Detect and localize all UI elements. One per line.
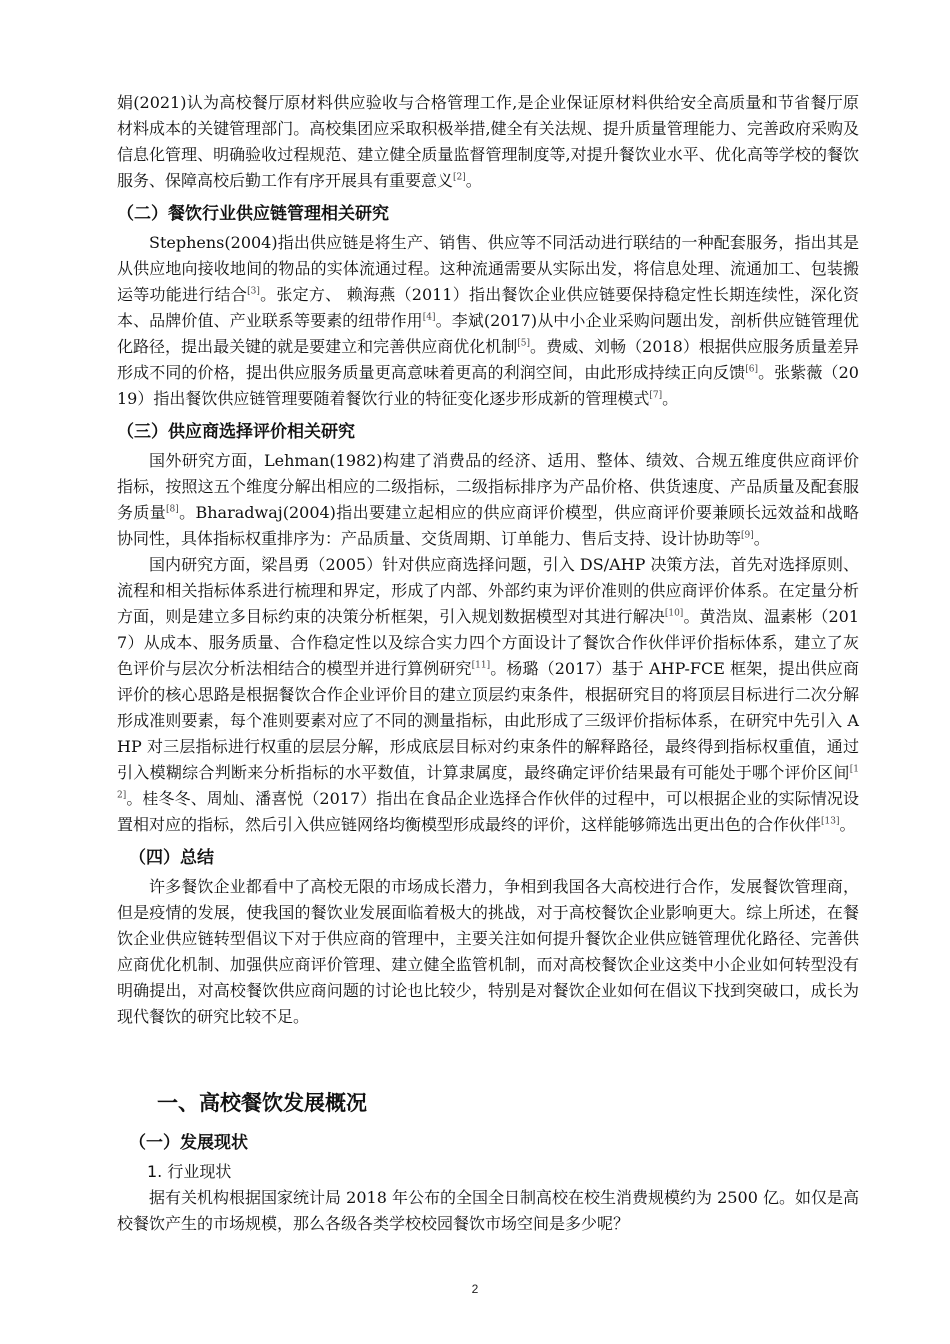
paragraph-text: 国外研究方面，Lehman(1982)构建了消费品的经济、适用、整体、绩效、合规五维度供应商评价指标，按照这五个维度分解出相应的二级指标，二级指标排序为产品价格、供货速度、产品质量及配套服务质量 — [117, 451, 859, 522]
citation-ref: [7] — [649, 390, 663, 401]
page-number: 2 — [471, 1282, 479, 1296]
paragraph-text: 据有关机构根据国家统计局 2018 年公布的全国全日制高校在校生消费规模约为 2500 亿。如仅是高校餐饮产生的市场规模，那么各级各类学校校园餐饮市场空间是多少呢？ — [117, 1188, 859, 1233]
citation-ref: [2] — [453, 172, 466, 183]
section-heading-summary: （四）总结 — [129, 848, 214, 868]
paragraph-supply-chain-research — [117, 230, 859, 412]
paragraph-market-size — [117, 1185, 859, 1237]
paragraph-text: 。张紫薇（2019）指出餐饮供应链管理要随着餐饮行业的特征变化逐步形成新的管理模式 — [117, 363, 859, 408]
paragraph-text: 娟(2021)认为高校餐厅原材料供应验收与合格管理工作,是企业保证原材料供给安全高质量和节省餐厅原材料成本的关键管理部门。高校集团应采取积极举措,健全有关法规、提升质量管理能力、完善政府采购及信息化管理、明确验收过程规范、建立健全质量监督管理制度等,对提升餐饮业水平、优化高等学校的餐饮服务、保障高校后勤工作有序开展具有重要意义 — [117, 93, 859, 190]
citation-ref: [9] — [741, 530, 754, 541]
paragraph-text: 。杨璐（2017）基于 AHP-FCE 框架，提出供应商评价的核心思路是根据餐饮合作企业评价目的建立顶层约束条件，根据研究目的将顶层目标进行二次分解形成准则要素，每个准则要素对应了不同的测量指标，由此形成了三级评价指标体系，在研究中先引入 AHP 对三层指标进行权重的层层分解，形成底层目标对约束条件的解释路径，最终得到指标权重值，通过引入模糊综合判断来分析指标的水平数值，计算隶属度，最终确定评价结果最有可能处于哪个评价区间 — [117, 659, 859, 782]
section-heading-supply-chain: （二）餐饮行业供应链管理相关研究 — [117, 204, 389, 224]
citation-ref: [11] — [471, 660, 491, 671]
paragraph-text: 。Bharadwaj(2004)指出要建立起相应的供应商评价模型，供应商评价要兼顾长远效益和战略协同性，具体指标权重排序为：产品质量、交货周期、订单能力、售后支持、设计协助等 — [117, 503, 859, 548]
citation-ref: [10] — [664, 608, 684, 619]
paragraph-text: 国内研究方面，梁昌勇（2005）针对供应商选择问题，引入 DS/AHP 决策方法，首先对选择原则、流程和相关指标体系进行梳理和界定，形成了内部、外部约束为评价准则的供应商评价体系。在定量分析方面，则是建立多目标约束的决策分析框架，引入规划数据模型对其进行解决 — [117, 555, 859, 626]
paragraph-text: 。黄浩岚、温素彬（2017）从成本、服务质量、合作稳定性以及综合实力四个方面设计了餐饮合作伙伴评价指标体系，建立了灰色评价与层次分析法相结合的模型并进行算例研究 — [117, 607, 859, 678]
paragraph-text: 。李斌(2017)从中小企业采购问题出发，剖析供应链管理优化路径，提出最关键的就是要建立和完善供应商优化机制 — [117, 311, 859, 356]
citation-ref: [5] — [517, 338, 531, 349]
paragraph-text: 。 — [662, 389, 679, 408]
paragraph-text: 。 — [465, 171, 482, 190]
citation-ref: [4] — [422, 312, 436, 323]
page-body — [117, 90, 859, 1237]
paragraph-text: 。费威、刘畅（2018）根据供应服务质量差异形成不同的价格，提出供应服务质量更高意味着更高的利润空间，由此形成持续正向反馈 — [117, 337, 859, 382]
paragraph-continued — [117, 90, 859, 194]
paragraph-text: 。张定方、 赖海燕（2011）指出餐饮企业供应链要保持稳定性长期连续性，深化资本、品牌价值、产业联系等要素的纽带作用 — [117, 285, 859, 330]
citation-ref: [12] — [117, 764, 859, 801]
paragraph-text: 。桂冬冬、周灿、潘喜悦（2017）指出在食品企业选择合作伙伴的过程中，可以根据企业的实际情况设置相对应的指标，然后引入供应链网络均衡模型形成最终的评价，这样能够筛选出更出色的合作伙伴 — [117, 789, 859, 834]
paragraph-text: 许多餐饮企业都看中了高校无限的市场成长潜力，争相到我国各大高校进行合作，发展餐饮管理商，但是疫情的发展，使我国的餐饮业发展面临着极大的挑战，对于高校餐饮企业影响更大。综上所述，在餐饮企业供应链转型倡议下对于供应商的管理中，主要关注如何提升餐饮企业供应链管理优化路径、完善供应商优化机制、加强供应商评价管理、建立健全监管机制，而对高校餐饮企业这类中小企业如何转型没有明确提出，对高校餐饮供应商问题的讨论也比较少，特别是对餐饮企业如何在倡议下找到突破口，成长为现代餐饮的研究比较不足。 — [117, 877, 859, 1026]
paragraph-foreign-research — [117, 448, 859, 552]
paragraph-summary — [117, 874, 859, 1030]
section-heading-supplier-evaluation: （三）供应商选择评价相关研究 — [117, 422, 355, 442]
paragraph-domestic-research — [117, 552, 859, 838]
subsection-heading-development: （一）发展现状 — [129, 1133, 248, 1153]
paragraph-text: Stephens(2004)指出供应链是将生产、销售、供应等不同活动进行联结的一种配套服务，指出其是从供应地向接收地间的物品的实体流通过程。这种流通需要从实际出发，将信息处理、流通加工、包装搬运等功能进行结合 — [117, 233, 859, 304]
citation-ref: [13] — [821, 816, 840, 827]
citation-ref: [3] — [247, 286, 260, 297]
citation-ref: [8] — [166, 504, 179, 515]
paragraph-text: 。 — [839, 815, 856, 834]
citation-ref: [6] — [745, 364, 758, 375]
chapter-heading: 一、高校餐饮发展概况 — [157, 1091, 367, 1115]
paragraph-text: 。 — [753, 529, 770, 548]
subsubsection-heading-industry: 1. 行业现状 — [147, 1162, 232, 1181]
